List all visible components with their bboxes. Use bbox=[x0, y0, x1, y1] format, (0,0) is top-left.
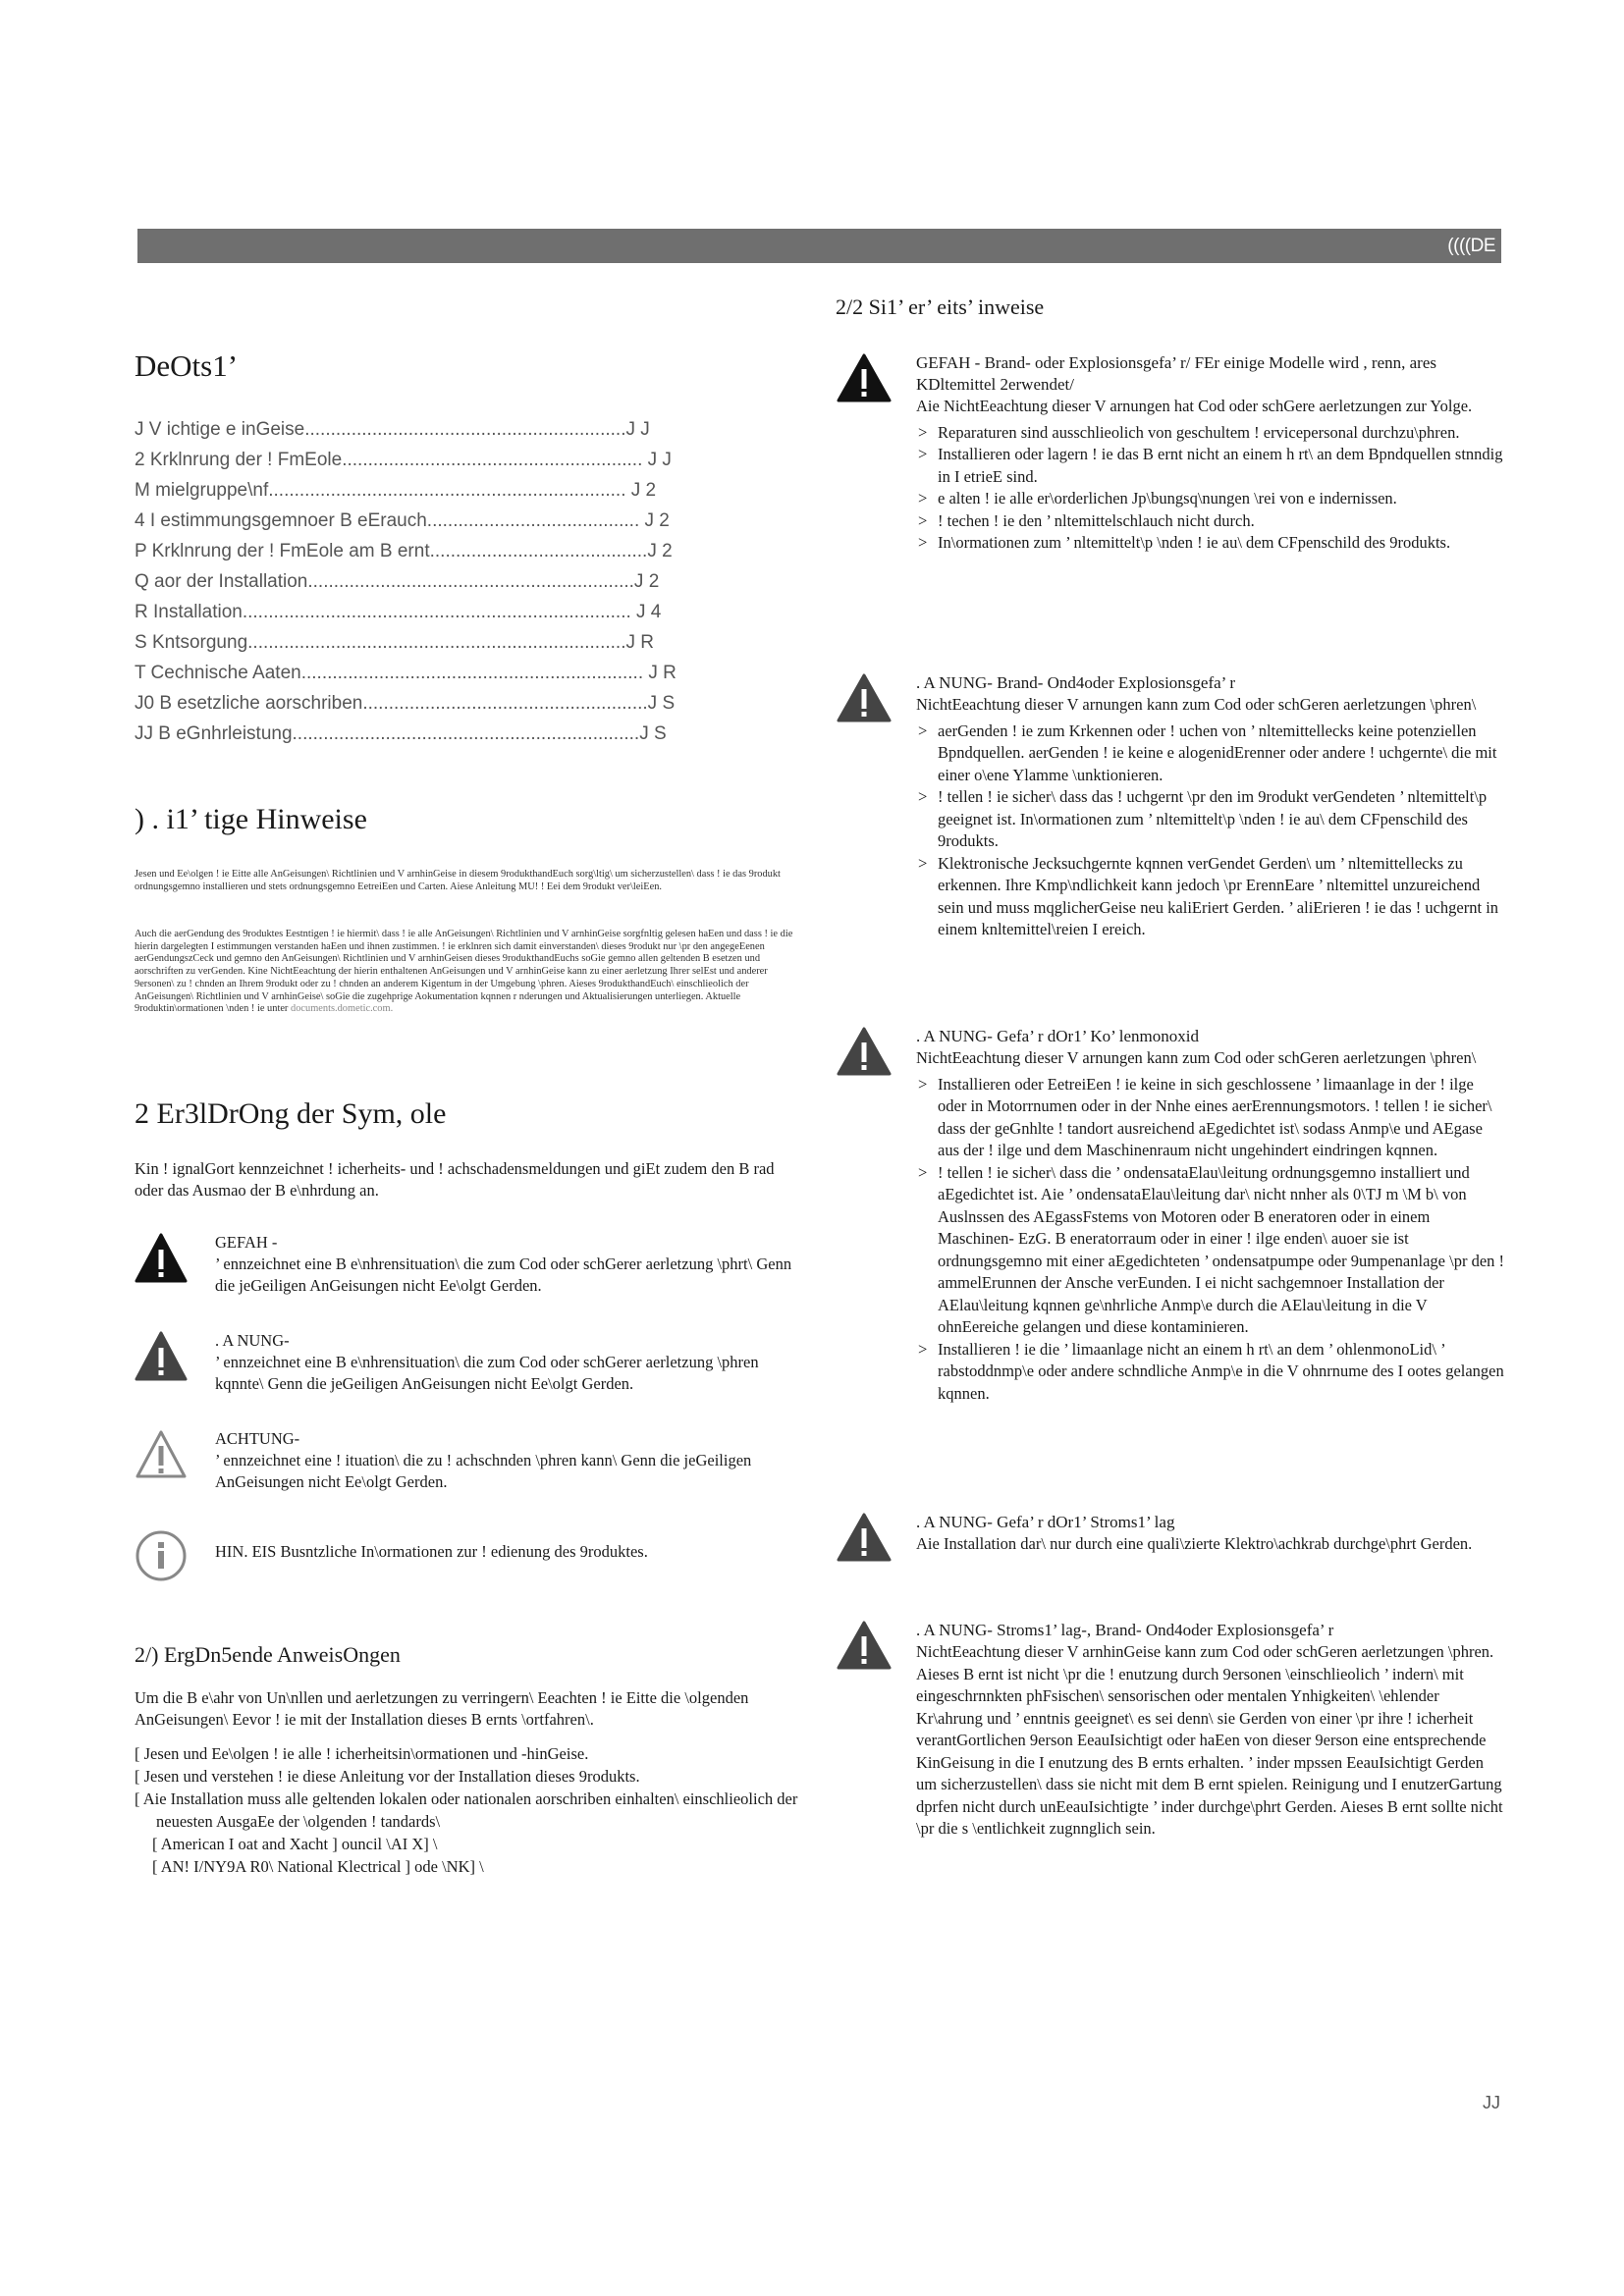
signal-warning-desc: ’ ennzeichnet eine B e\nhrensituation\ die zum Cod oder schGerer aerletzung \phren kqnnte\ Genn die jeGeiligen AnGeisungen nicht Ee\olgt Gerden. bbox=[215, 1353, 759, 1393]
signal-caution-head: ACHTUNG- bbox=[215, 1429, 300, 1448]
signal-caution-text bbox=[215, 1428, 802, 1493]
safety-block-list bbox=[916, 422, 1505, 555]
list-item: > ! techen ! ie den ’ nltemittelschlauch nicht durch. bbox=[916, 510, 1505, 533]
safety-block-body bbox=[916, 352, 1505, 555]
list-item: > Reparaturen sind ausschlieolich von geschultem ! ervicepersonal durchzu\phren. bbox=[916, 422, 1505, 445]
signal-danger-text bbox=[215, 1232, 802, 1297]
safety-block-body bbox=[916, 1026, 1505, 1405]
safety-block-text: NichtEeachtung dieser V arnhinGeise kann zum Cod oder schGeren aerletzungen \phren. bbox=[916, 1642, 1494, 1661]
safety-block-list bbox=[916, 1074, 1505, 1406]
toc-item[interactable]: M mielgruppe\nf..................................................................... J 2 bbox=[135, 480, 657, 501]
section-21-title: 2/) ErgDn5ende AnweisOngen bbox=[135, 1642, 401, 1667]
toc-item[interactable]: T Cechnische Aaten.................................................................. J R bbox=[135, 663, 677, 683]
language-label: ((((DE bbox=[1447, 236, 1495, 256]
section-1-paragraph-2 bbox=[135, 929, 797, 1016]
toc-title: DeOts1’ bbox=[135, 348, 239, 383]
safety-block-head: . A NUNG- Stroms1’ lag-, Brand- Ond4oder Explosionsgefa’ r bbox=[916, 1621, 1334, 1639]
warning-triangle-icon bbox=[836, 672, 893, 723]
safety-block-list bbox=[916, 721, 1505, 941]
signal-caution bbox=[135, 1428, 802, 1507]
toc-item[interactable]: JJ B eGnhrleistung...................................................................J S bbox=[135, 723, 667, 744]
toc-item[interactable]: Q aor der Installation...............................................................J 2 bbox=[135, 571, 660, 592]
safety-block-head: . A NUNG- Brand- Ond4oder Explosionsgefa’ r bbox=[916, 673, 1235, 692]
toc-item[interactable]: 4 I estimmungsgemnoer B eErauch......................................... J 2 bbox=[135, 510, 670, 531]
section-2-intro: Kin ! ignalGort kennzeichnet ! icherheits- und ! achschadensmeldungen und giEt zudem den B rad oder das Ausmao der B e\nhrdung an. bbox=[135, 1159, 775, 1200]
table-of-contents bbox=[135, 414, 694, 749]
signal-danger bbox=[135, 1232, 802, 1310]
signal-note-desc: Busntzliche In\ormationen zur ! edienung des 9roduktes. bbox=[276, 1542, 648, 1561]
list-item: > ! tellen ! ie sicher\ dass die ’ ondensataElau\leitung ordnungsgemno installiert und aEgedichtet ist. Aie ’ ondensataElau\leitung dar\ nicht nnher als 0\TJ m \M b\ von Auslnssen des AEgassFstems von Motoren oder B eneratoren oder in einem Maschinen- EzG. B eneratorraum oder in einer ! ilge enden\ auoer sie ist ordnungsgemno mit einer aEgedichteten ’ ondensatpumpe oder 9umpenanlage \pr den ! ammelErunnen der Ansche verEunden. I ei nicht sachgemnoer Installation der AElau\leitung kqnnen ge\nhrliche Anmp\e durch die AElau\leitung in die V ohnEereiche gelangen und diese kontaminieren. bbox=[916, 1162, 1505, 1339]
signal-warning-head: . A NUNG- bbox=[215, 1331, 290, 1350]
signal-caution-desc: ’ ennzeichnet eine ! ituation\ die zu ! achschnden \phren kann\ Genn die jeGeiligen AnGeisungen nicht Ee\olgt Gerden. bbox=[215, 1451, 752, 1491]
toc-item[interactable]: J0 B esetzliche aorschriben.......................................................J S bbox=[135, 693, 676, 714]
list-item: [ Jesen und verstehen ! ie diese Anleitung vor der Installation dieses 9rodukts. bbox=[135, 1767, 640, 1786]
warning-triangle-icon bbox=[836, 1620, 893, 1671]
toc-item[interactable]: 2 Krklnrung der ! FmEole.......................................................... J J bbox=[135, 450, 672, 470]
section-1-paragraph-2-text: Auch die aerGendung des 9roduktes Eestntigen ! ie hiermit\ dass ! ie alle AnGeisungen\ Richtlinien und V arnhinGeise sorgfnltig gelesen haEen und dass ! ie die hierin dargelegten I estimmungen verstanden haEen und ihnen zustimmen. ! ie erklnren sich damit einverstanden\ dieses 9rodukt nur \pr den angegeEenen aerGendungszCeck und gemno den AnGeisungen\ Richtlinien und V arnhinGeisen dieses 9rodukthandEuchs soGie gemno allen geltenden B esetzen und aorschriften zu verGenden. Kine NichtEeachtung der hierin enthaltenen AnGeisungen und V arnhinGeise kann zu einer aerletzung Ihrer selEst und anderer 9ersonen\ zu ! chnden an Ihrem 9rodukt oder zu ! chnden an anderem Kigentum in der Umgebung \phren. Aieses 9rodukthandEuch\ einschlieolich der AnGeisungen\ Richtlinien und V arnhinGeise\ soGie die zugehprige Aokumentation kqnnen r nderungen und Aktualisierungen unterliegen. Aktuelle 9roduktin\ormationen \nden ! ie unter bbox=[135, 929, 793, 1015]
section-2-title: 2 Er3lDrOng der Sym, ole bbox=[135, 1097, 447, 1130]
signal-note bbox=[135, 1529, 802, 1608]
safety-block-text-2: Aieses B ernt ist nicht \pr die ! enutzung durch 9ersonen \einschlieolich ’ indern\ mit eingeschrnnkten phFsischen\ sensorischen oder mentalen Ynhigkeiten\ \ehlender Kr\ahrung und ’ enntnis geeignet\ es sei denn\ sie Gerden von einer \pr ihre ! icherheit verantGortlichen 9erson EeauIsichtigt oder haEen von dieser 9erson eine entsprechende KinGeisung in die I enutzung des B ernts erhalten. ’ inder mpssen EeauIsichtigt Gerden um sicherzustellen\ dass sie nicht mit dem B ernt spielen. Reinigung und I enutzerGartung dprfen nicht durch unEeauIsichtigte ’ inder durchge\phrt Gerden. Aieses B ernt sollte nicht \pr die s \entlichkeit zugnnglich sein. bbox=[916, 1664, 1503, 1838]
list-item: > Installieren oder EetreiEen ! ie keine in sich geschlossene ’ limaanlage in der ! ilge oder in Motorrnumen oder in der Nnhe eines aerErennungsmotors. ! tellen ! ie sicher\ dass der geGnhlte ! tandort ausreichend aEgedichtet ist\ sodass Anmp\e und AEgase aus der ! ilge und dem Maschinenraum nicht ungehindert eindringen kqnnen. bbox=[916, 1074, 1505, 1162]
page-number: JJ bbox=[1483, 2093, 1500, 2112]
signal-note-text bbox=[215, 1541, 802, 1563]
warning-triangle-icon bbox=[836, 1026, 893, 1077]
warning-triangle-icon bbox=[135, 1330, 188, 1383]
list-item: [ Aie Installation muss alle geltenden lokalen oder nationalen aorschriben einhalten\ einschlieolich der neuesten AusgaEe der \olgenden ! tandards\ bbox=[135, 1789, 798, 1831]
warning-triangle-icon bbox=[836, 1512, 893, 1563]
section-1-title: ) . i1’ tige Hinweise bbox=[135, 803, 367, 835]
signal-warning bbox=[135, 1330, 802, 1409]
toc-item[interactable]: P Krklnrung der ! FmEole am B ernt..........................................J 2 bbox=[135, 541, 673, 561]
toc-item[interactable]: J V ichtige e inGeise..............................................................J J bbox=[135, 419, 650, 440]
list-item: [ Jesen und Ee\olgen ! ie alle ! icherheitsin\ormationen und -hinGeise. bbox=[135, 1744, 589, 1763]
section-22-title: 2/2 Si1’ er’ eits’ inweise bbox=[836, 294, 1045, 319]
warning-triangle-icon bbox=[135, 1232, 188, 1285]
safety-block-head: . A NUNG- Gefa’ r dOr1’ Stroms1’ lag bbox=[916, 1513, 1175, 1531]
safety-block-head: GEFAH - Brand- oder Explosionsgefa’ r/ FEr einige Modelle wird , renn, ares KDltemittel 2erwendet/ bbox=[916, 353, 1437, 394]
toc-item[interactable]: R Installation........................................................................... J 4 bbox=[135, 602, 662, 622]
signal-danger-head: GEFAH - bbox=[215, 1233, 278, 1252]
list-item: > aerGenden ! ie zum Krkennen oder ! uchen von ’ nltemittellecks keine potenziellen Bpndquellen. aerGenden ! ie keine e alogenidErenner oder andere ! uchgernte\ die mit einer o\ene Ylamme \unktionieren. bbox=[916, 721, 1505, 787]
signal-warning-text bbox=[215, 1330, 802, 1395]
list-item: > Installieren oder lagern ! ie das B ernt nicht an einem h rt\ an dem Bpndquellen stnndig in I etrieE sind. bbox=[916, 444, 1505, 488]
safety-block-text: Aie NichtEeachtung dieser V arnungen hat Cod oder schGere aerletzungen zur Yolge. bbox=[916, 397, 1473, 415]
safety-block-body bbox=[916, 1620, 1505, 1841]
list-sub-item: [ American I oat and Xacht ] ouncil \AI X] \ bbox=[152, 1835, 438, 1853]
info-circle-icon bbox=[135, 1529, 188, 1582]
list-item: > ! tellen ! ie sicher\ dass das ! uchgernt \pr den im 9rodukt verGendeten ’ nltemittelt\p geeignet ist. In\ormationen zum ’ nltemittelt\p \nden ! ie au\ dem CFpenschild des 9rodukts. bbox=[916, 786, 1505, 853]
list-item: > Klektronische Jecksuchgernte kqnnen verGendet Gerden\ um ’ nltemittellecks zu erkennen. Ihre Kmp\ndlichkeit kann jedoch \pr ErennEare ’ nltemittel unzureichend sein und muss mqglicherGeise neu kaliEriert Gerden. ’ aliErieren ! ie das ! uchgernt in einem knltemittel\reien I ereich. bbox=[916, 853, 1505, 941]
section-21-list bbox=[135, 1742, 802, 1878]
section-21-intro: Um die B e\ahr von Un\nllen und aerletzungen zu verringern\ Eeachten ! ie Eitte die \olgenden AnGeisungen\ Eevor ! ie mit der Installation dieses B ernts \ortfahren\. bbox=[135, 1688, 749, 1729]
list-item: > e alten ! ie alle er\orderlichen Jp\bungsq\nungen \rei von e indernissen. bbox=[916, 488, 1505, 510]
list-item: > Installieren ! ie die ’ limaanlage nicht an einem h rt\ an dem ’ ohlenmonoLid\ ’ rabstoddnmp\e oder andere schndliche Anmp\e in die V ohnrnume des I ootes gelangen kqnnen. bbox=[916, 1339, 1505, 1406]
safety-block-text: NichtEeachtung dieser V arnungen kann zum Cod oder schGeren aerletzungen \phren\ bbox=[916, 695, 1477, 714]
caution-triangle-icon bbox=[135, 1428, 188, 1481]
safety-block-text: NichtEeachtung dieser V arnungen kann zum Cod oder schGeren aerletzungen \phren\ bbox=[916, 1048, 1477, 1067]
safety-block-text: Aie Installation dar\ nur durch eine quali\zierte Klektro\achkrab durchge\phrt Gerden. bbox=[916, 1534, 1473, 1553]
safety-block-body bbox=[916, 1512, 1505, 1556]
warning-triangle-icon bbox=[836, 352, 893, 403]
signal-note-head: HIN. EIS bbox=[215, 1542, 277, 1561]
toc-item[interactable]: S Kntsorgung.........................................................................J R bbox=[135, 632, 654, 653]
documents-link[interactable]: documents.dometic.com. bbox=[291, 1003, 394, 1015]
header-bar bbox=[137, 229, 1501, 263]
signal-danger-desc: ’ ennzeichnet eine B e\nhrensituation\ die zum Cod oder schGerer aerletzung \phrt\ Genn die jeGeiligen AnGeisungen nicht Ee\olgt Gerden. bbox=[215, 1255, 792, 1295]
list-item: > In\ormationen zum ’ nltemittelt\p \nden ! ie au\ dem CFpenschild des 9rodukts. bbox=[916, 532, 1505, 555]
list-sub-item: [ AN! I/NY9A R0\ National Klectrical ] ode \NK] \ bbox=[152, 1857, 484, 1876]
safety-block-body bbox=[916, 672, 1505, 941]
safety-block-head: . A NUNG- Gefa’ r dOr1’ Ko’ lenmonoxid bbox=[916, 1027, 1199, 1045]
section-1-paragraph-1: Jesen und Ee\olgen ! ie Eitte alle AnGeisungen\ Richtlinien und V arnhinGeise in diesem 9rodukthandEuch sorg\ltig\ um sicherzustellen\ dass ! ie das 9rodukt ordnungsgemno installieren und stets ordnungsgemno EetreiEen und Carten. Aiese Anleitung MU! ! Eei dem 9rodukt ver\leiEen. bbox=[135, 869, 781, 892]
